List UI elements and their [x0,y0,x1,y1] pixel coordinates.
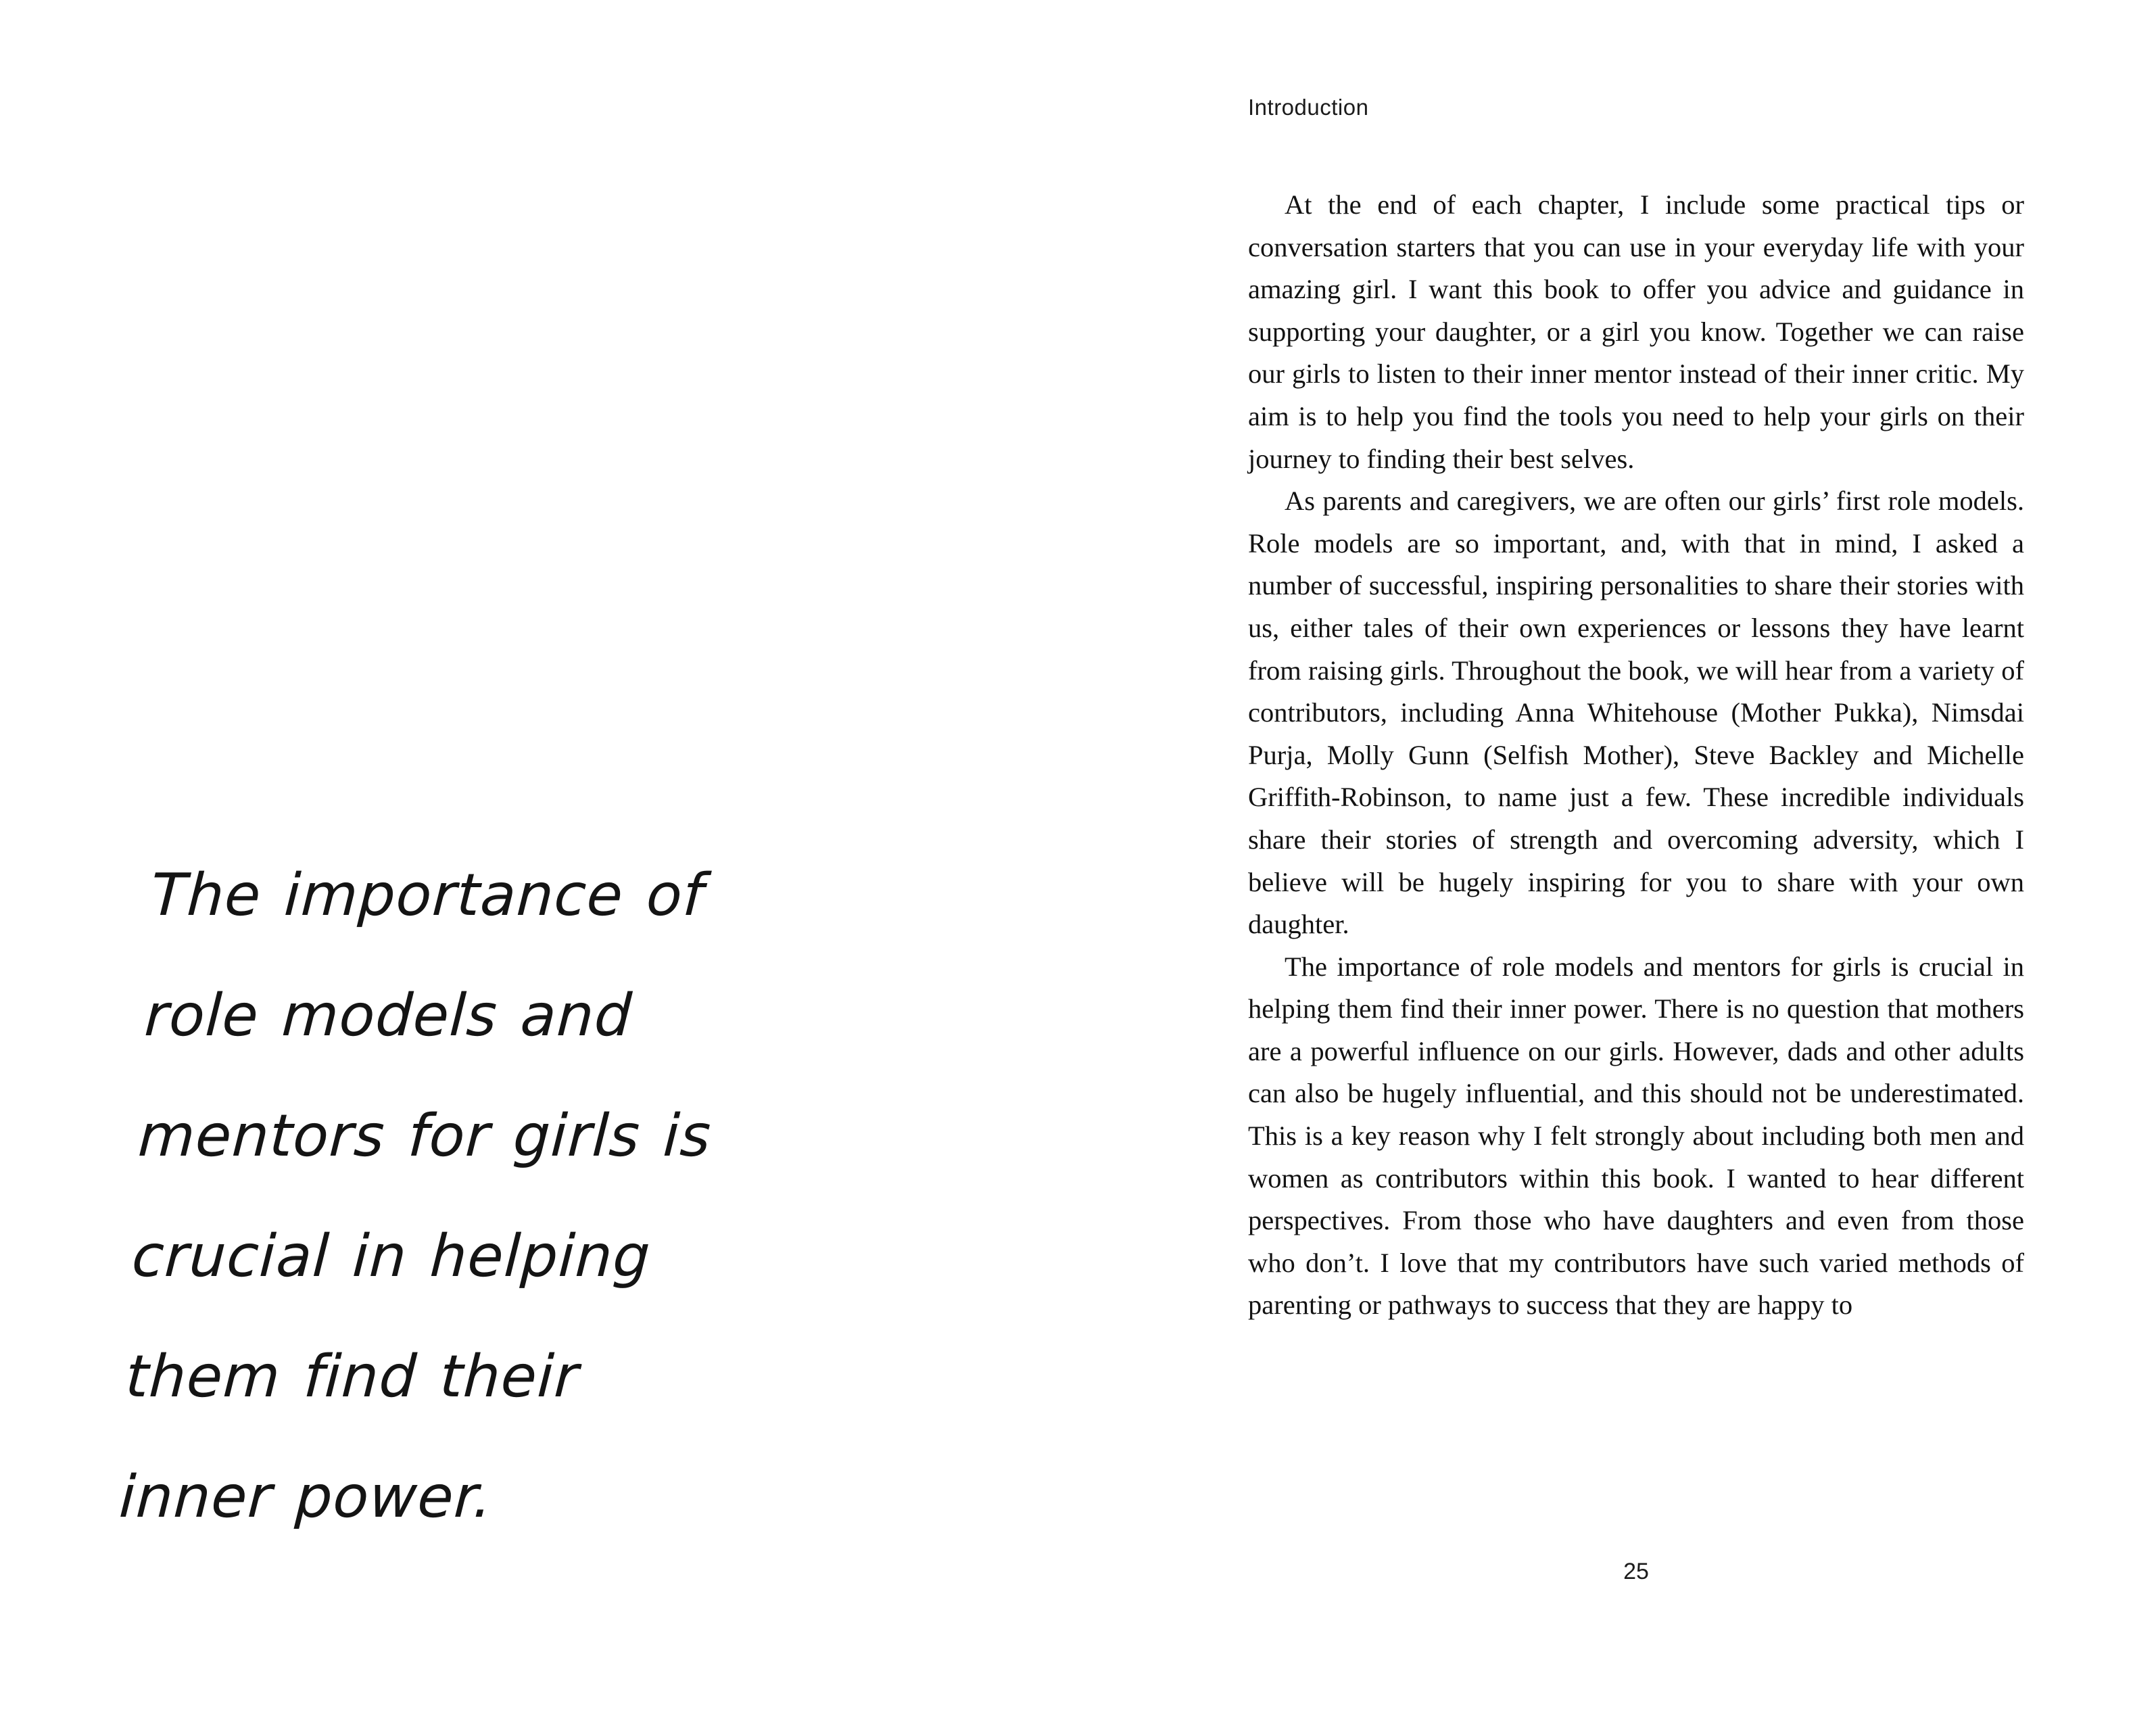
paragraph: The importance of role models and mentors for girls is crucial in helping them find their inner power. There is no question that mothers are a powerful influence on our girls. However, dads and other adults can also be hugely influential, and this should not be underestimated. This is a key reason why I felt strongly about including both men and women as contributors within this book. I wanted to hear different perspectives. From those who have daughters and even from those who don’t. I love that my contributors have such varied methods of parenting or pathways to success that they are happy to [1248,951,2024,1321]
pull-quote-line: The importance of [149,861,706,929]
running-head: Introduction [1248,95,1369,120]
paragraph: As parents and caregivers, we are often our girls’ first role models. Role models are so important, and, with that in mind, I asked a number of successful, inspiring personalities to share their stories with us, either tales of their own experiences or lessons they have learnt from raising girls. Throughout the book, we will hear from a variety of contributors, including Anna Whitehouse (Mother Pukka), Nimsdai Purja, Molly Gunn (Selfish Mother), Steve Backley and Michelle Griffith-Robinson, to name just a few. These incredible individuals share their stories of strength and overcoming adversity, which I believe will be hugely inspiring for you to share with your own daughter. [1248,486,2024,940]
body-text-column [1248,184,2024,1327]
paragraph: At the end of each chapter, I include some practical tips or conversation starters that you can use in your everyday life with your amazing girl. I want this book to offer you advice and guidance in supporting your daughter, or a girl you know. Together we can raise our girls to listen to their inner mentor instead of their inner critic. My aim is to help you find the tools you need to help your girls on their journey to finding their best selves. [1248,189,2024,474]
pull-quote-line: them find their [124,1343,581,1411]
pull-quote-line: crucial in helping [130,1223,652,1290]
right-page [1078,0,2156,1725]
pull-quote-line: role models and [143,982,634,1049]
pull-quote-line: inner power. [118,1463,495,1531]
page-number: 25 [1623,1559,1649,1584]
pull-quote-line: mentors for girls is [137,1102,713,1170]
pull-quote [116,835,965,1557]
